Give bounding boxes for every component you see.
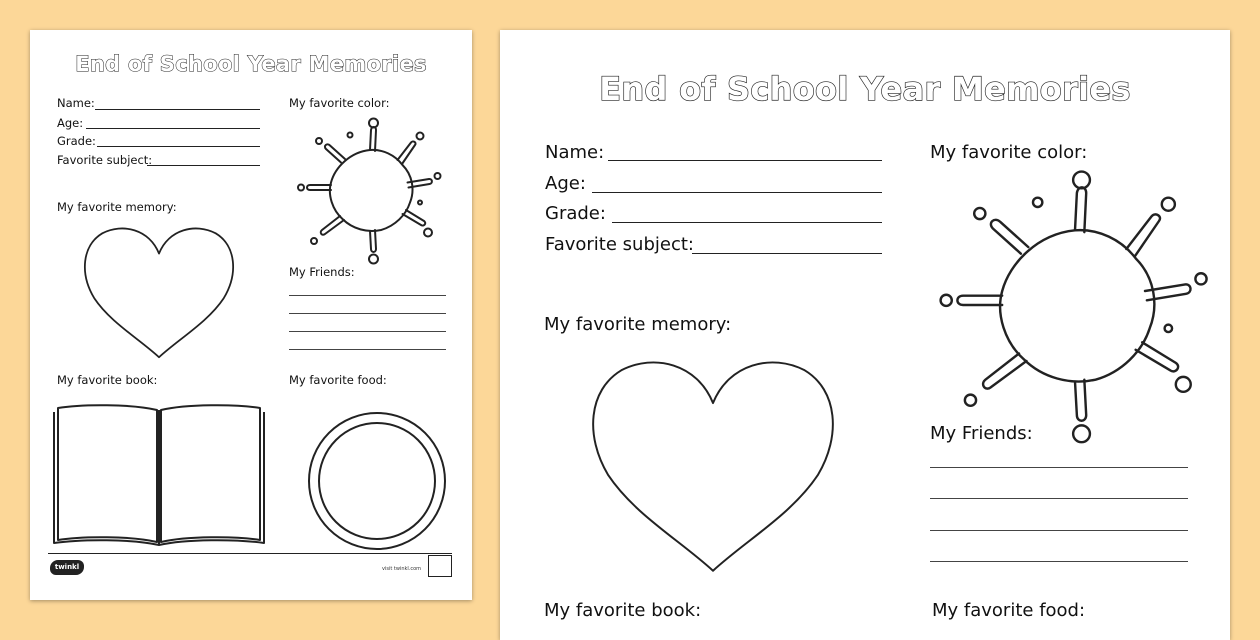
quality-badge-icon: [428, 555, 452, 577]
age-line[interactable]: [86, 128, 260, 129]
favorite-book-label: My favorite book:: [57, 373, 158, 387]
name-line-large[interactable]: [608, 160, 882, 161]
worksheet-title-large: End of School Year Memories: [599, 70, 1131, 108]
age-line-large[interactable]: [592, 192, 882, 193]
friends-line-1-large[interactable]: [930, 467, 1188, 468]
friends-line-4-large[interactable]: [930, 561, 1188, 562]
heart-icon-large: [582, 348, 844, 576]
grade-label: Grade:: [57, 134, 96, 148]
favorite-food-label: My favorite food:: [289, 373, 387, 387]
favorite-color-label-large: My favorite color:: [930, 142, 1088, 163]
footer-divider: [48, 553, 452, 554]
worksheet-title: End of School Year Memories: [75, 52, 427, 76]
favorite-food-label-large: My favorite food:: [932, 600, 1086, 621]
favorite-color-label: My favorite color:: [289, 96, 390, 110]
grade-line-large[interactable]: [612, 222, 882, 223]
open-book-icon: [52, 400, 266, 545]
favorite-memory-label: My favorite memory:: [57, 200, 177, 214]
subject-line-large[interactable]: [692, 253, 882, 254]
subject-line[interactable]: [147, 165, 260, 166]
subject-label: Favorite subject:: [57, 153, 153, 167]
name-label: Name:: [57, 96, 95, 110]
favorite-book-label-large: My favorite book:: [544, 600, 702, 621]
favorite-memory-label-large: My favorite memory:: [544, 314, 732, 335]
name-label-large: Name:: [545, 142, 605, 163]
age-label-large: Age:: [545, 173, 586, 194]
footer-url: visit twinkl.com: [382, 566, 422, 572]
plate-icon: [306, 410, 448, 552]
age-label: Age:: [57, 116, 84, 130]
friends-line-4[interactable]: [289, 349, 446, 350]
worksheet-preview-small: [30, 30, 472, 600]
paint-splash-icon-large: [935, 165, 1215, 445]
name-line[interactable]: [95, 109, 260, 110]
twinkl-logo: twinkl: [50, 560, 84, 575]
heart-icon: [78, 220, 240, 360]
paint-splash-icon: [295, 115, 445, 265]
worksheet-preview-large: [500, 30, 1230, 640]
friends-label-large: My Friends:: [930, 423, 1033, 444]
subject-label-large: Favorite subject:: [545, 234, 694, 255]
grade-line[interactable]: [97, 146, 260, 147]
friends-line-3-large[interactable]: [930, 530, 1188, 531]
friends-line-2-large[interactable]: [930, 498, 1188, 499]
friends-line-3[interactable]: [289, 331, 446, 332]
friends-line-1[interactable]: [289, 295, 446, 296]
friends-line-2[interactable]: [289, 313, 446, 314]
grade-label-large: Grade:: [545, 203, 606, 224]
friends-label: My Friends:: [289, 265, 355, 279]
